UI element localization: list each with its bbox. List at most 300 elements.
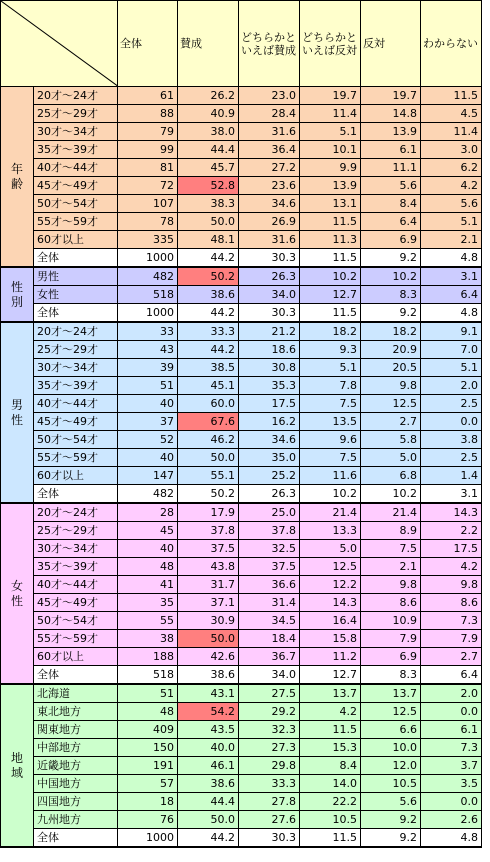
value-cell: 10.9 — [361, 612, 421, 630]
value-cell: 5.8 — [361, 431, 421, 449]
value-cell: 50.2 — [178, 485, 239, 504]
row-label: 55才～59才 — [34, 213, 118, 231]
value-cell: 0.0 — [421, 793, 482, 811]
value-cell: 20.9 — [361, 341, 421, 359]
value-cell: 2.0 — [421, 377, 482, 395]
value-cell: 11.5 — [300, 829, 361, 848]
value-cell: 9.3 — [300, 341, 361, 359]
value-cell: 5.1 — [300, 123, 361, 141]
table-row — [1, 522, 482, 540]
value-cell: 150 — [118, 739, 178, 757]
table-row — [1, 141, 482, 159]
header-row — [1, 1, 482, 87]
table-row — [1, 213, 482, 231]
value-cell: 81 — [118, 159, 178, 177]
value-cell: 7.5 — [300, 395, 361, 413]
value-cell: 5.6 — [361, 793, 421, 811]
table-row — [1, 431, 482, 449]
value-cell: 76 — [118, 811, 178, 829]
table-row — [1, 359, 482, 377]
table-row — [1, 757, 482, 775]
value-cell: 21.4 — [361, 503, 421, 522]
value-cell: 44.4 — [178, 793, 239, 811]
row-label: 中国地方 — [34, 775, 118, 793]
value-cell: 8.6 — [421, 594, 482, 612]
value-cell: 12.5 — [361, 703, 421, 721]
row-label: 30才～34才 — [34, 123, 118, 141]
row-label: 全体 — [34, 666, 118, 685]
value-cell: 40.0 — [178, 739, 239, 757]
column-header — [239, 1, 300, 87]
value-cell: 16.4 — [300, 612, 361, 630]
value-cell: 0.0 — [421, 413, 482, 431]
row-label: 中部地方 — [34, 739, 118, 757]
value-cell: 12.0 — [361, 757, 421, 775]
value-cell: 37.1 — [178, 594, 239, 612]
row-label: 35才～39才 — [34, 377, 118, 395]
value-cell: 9.2 — [361, 811, 421, 829]
row-label: 50才～54才 — [34, 195, 118, 213]
section-label-char: 地 — [10, 750, 23, 765]
value-cell: 78 — [118, 213, 178, 231]
value-cell: 10.0 — [361, 739, 421, 757]
value-cell: 38.5 — [178, 359, 239, 377]
section-label — [1, 684, 34, 847]
value-cell: 11.3 — [300, 231, 361, 249]
value-cell: 17.5 — [421, 540, 482, 558]
table-row — [1, 630, 482, 648]
value-cell: 38.6 — [178, 286, 239, 304]
value-cell: 5.1 — [300, 359, 361, 377]
section-label-char: 性 — [10, 412, 23, 427]
value-cell: 9.2 — [361, 249, 421, 268]
value-cell: 2.1 — [421, 231, 482, 249]
value-cell: 8.4 — [361, 195, 421, 213]
column-header-line: 全体 — [120, 37, 142, 50]
value-cell: 88 — [118, 105, 178, 123]
row-label: 35才～39才 — [34, 558, 118, 576]
column-header-line: どちらかと — [241, 30, 296, 44]
value-cell: 45 — [118, 522, 178, 540]
value-cell: 38.0 — [178, 123, 239, 141]
value-cell: 31.4 — [239, 594, 300, 612]
value-cell: 13.9 — [361, 123, 421, 141]
table-row — [1, 684, 482, 703]
column-header-line: わからない — [423, 37, 478, 50]
value-cell: 37.8 — [239, 522, 300, 540]
value-cell: 51 — [118, 684, 178, 703]
diagonal-line — [1, 1, 118, 87]
value-cell: 31.6 — [239, 231, 300, 249]
highlighted-value-cell: 52.8 — [178, 177, 239, 195]
row-label: 四国地方 — [34, 793, 118, 811]
value-cell: 16.2 — [239, 413, 300, 431]
value-cell: 31.6 — [239, 123, 300, 141]
value-cell: 18 — [118, 793, 178, 811]
value-cell: 27.2 — [239, 159, 300, 177]
value-cell: 7.5 — [300, 449, 361, 467]
table-row — [1, 231, 482, 249]
value-cell: 50.0 — [178, 811, 239, 829]
value-cell: 12.7 — [300, 666, 361, 685]
value-cell: 46.2 — [178, 431, 239, 449]
row-label: 女性 — [34, 286, 118, 304]
value-cell: 15.8 — [300, 630, 361, 648]
value-cell: 27.8 — [239, 793, 300, 811]
table-row — [1, 159, 482, 177]
value-cell: 9.8 — [421, 576, 482, 594]
value-cell: 12.5 — [300, 558, 361, 576]
value-cell: 27.3 — [239, 739, 300, 757]
value-cell: 1.4 — [421, 467, 482, 485]
table-row — [1, 413, 482, 431]
value-cell: 8.6 — [361, 594, 421, 612]
table-row — [1, 558, 482, 576]
table-row — [1, 648, 482, 666]
value-cell: 33.3 — [178, 322, 239, 341]
value-cell: 60.0 — [178, 395, 239, 413]
section-label-char: 性 — [10, 279, 23, 294]
table-row — [1, 395, 482, 413]
value-cell: 18.4 — [239, 630, 300, 648]
value-cell: 482 — [118, 485, 178, 504]
value-cell: 14.3 — [421, 503, 482, 522]
row-label: 全体 — [34, 485, 118, 504]
value-cell: 34.6 — [239, 431, 300, 449]
value-cell: 6.1 — [421, 721, 482, 739]
value-cell: 45.7 — [178, 159, 239, 177]
highlighted-value-cell: 50.0 — [178, 630, 239, 648]
value-cell: 6.6 — [361, 721, 421, 739]
value-cell: 42.6 — [178, 648, 239, 666]
value-cell: 11.2 — [300, 648, 361, 666]
value-cell: 25.0 — [239, 503, 300, 522]
value-cell: 10.2 — [300, 267, 361, 286]
value-cell: 36.6 — [239, 576, 300, 594]
value-cell: 30.8 — [239, 359, 300, 377]
value-cell: 13.1 — [300, 195, 361, 213]
value-cell: 34.5 — [239, 612, 300, 630]
value-cell: 191 — [118, 757, 178, 775]
value-cell: 36.7 — [239, 648, 300, 666]
value-cell: 26.2 — [178, 87, 239, 105]
section-label-char: 別 — [10, 294, 23, 309]
row-label: 40才～44才 — [34, 395, 118, 413]
value-cell: 18.6 — [239, 341, 300, 359]
value-cell: 19.7 — [300, 87, 361, 105]
value-cell: 2.7 — [361, 413, 421, 431]
value-cell: 50.0 — [178, 449, 239, 467]
column-header-line: 反対 — [363, 37, 385, 50]
value-cell: 43.5 — [178, 721, 239, 739]
value-cell: 25.2 — [239, 467, 300, 485]
value-cell: 52 — [118, 431, 178, 449]
value-cell: 4.5 — [421, 105, 482, 123]
table-row — [1, 195, 482, 213]
value-cell: 9.6 — [300, 431, 361, 449]
value-cell: 29.8 — [239, 757, 300, 775]
row-label: 近畿地方 — [34, 757, 118, 775]
value-cell: 6.1 — [361, 141, 421, 159]
value-cell: 55.1 — [178, 467, 239, 485]
value-cell: 28 — [118, 503, 178, 522]
value-cell: 9.2 — [361, 829, 421, 848]
value-cell: 38.6 — [178, 775, 239, 793]
value-cell: 9.8 — [361, 377, 421, 395]
row-label: 40才～44才 — [34, 576, 118, 594]
value-cell: 518 — [118, 286, 178, 304]
value-cell: 11.5 — [300, 304, 361, 323]
value-cell: 20.5 — [361, 359, 421, 377]
value-cell: 35 — [118, 594, 178, 612]
value-cell: 40 — [118, 540, 178, 558]
value-cell: 518 — [118, 666, 178, 685]
value-cell: 21.4 — [300, 503, 361, 522]
value-cell: 10.5 — [361, 775, 421, 793]
row-label: 20才～24才 — [34, 503, 118, 522]
value-cell: 26.3 — [239, 267, 300, 286]
row-label: 50才～54才 — [34, 431, 118, 449]
row-label: 北海道 — [34, 684, 118, 703]
value-cell: 44.2 — [178, 249, 239, 268]
value-cell: 11.4 — [421, 123, 482, 141]
value-cell: 13.7 — [300, 684, 361, 703]
value-cell: 14.0 — [300, 775, 361, 793]
column-header — [178, 1, 239, 87]
value-cell: 17.9 — [178, 503, 239, 522]
value-cell: 3.5 — [421, 775, 482, 793]
value-cell: 11.5 — [300, 721, 361, 739]
value-cell: 482 — [118, 267, 178, 286]
value-cell: 79 — [118, 123, 178, 141]
highlighted-value-cell: 67.6 — [178, 413, 239, 431]
value-cell: 14.3 — [300, 594, 361, 612]
row-label: 全体 — [34, 304, 118, 323]
value-cell: 3.7 — [421, 757, 482, 775]
value-cell: 48 — [118, 558, 178, 576]
row-label: 20才～24才 — [34, 87, 118, 105]
table-row — [1, 123, 482, 141]
value-cell: 44.2 — [178, 304, 239, 323]
value-cell: 40.9 — [178, 105, 239, 123]
value-cell: 7.8 — [300, 377, 361, 395]
value-cell: 26.3 — [239, 485, 300, 504]
value-cell: 18.2 — [300, 322, 361, 341]
highlighted-value-cell: 54.2 — [178, 703, 239, 721]
table-row — [1, 811, 482, 829]
row-label: 40才～44才 — [34, 159, 118, 177]
value-cell: 11.5 — [300, 213, 361, 231]
value-cell: 11.5 — [421, 87, 482, 105]
column-header — [118, 1, 178, 87]
value-cell: 12.5 — [361, 395, 421, 413]
row-label: 60才以上 — [34, 231, 118, 249]
value-cell: 6.4 — [421, 286, 482, 304]
value-cell: 37 — [118, 413, 178, 431]
table-row — [1, 341, 482, 359]
section-total-row — [1, 666, 482, 685]
value-cell: 8.4 — [300, 757, 361, 775]
value-cell: 12.7 — [300, 286, 361, 304]
row-label: 60才以上 — [34, 467, 118, 485]
row-label: 45才～49才 — [34, 177, 118, 195]
value-cell: 9.1 — [421, 322, 482, 341]
value-cell: 2.7 — [421, 648, 482, 666]
value-cell: 37.5 — [239, 558, 300, 576]
value-cell: 40 — [118, 395, 178, 413]
column-header — [300, 1, 361, 87]
value-cell: 32.3 — [239, 721, 300, 739]
value-cell: 7.9 — [361, 630, 421, 648]
value-cell: 7.3 — [421, 739, 482, 757]
value-cell: 2.2 — [421, 522, 482, 540]
value-cell: 3.1 — [421, 267, 482, 286]
row-label: 九州地方 — [34, 811, 118, 829]
value-cell: 13.7 — [361, 684, 421, 703]
value-cell: 35.3 — [239, 377, 300, 395]
value-cell: 27.6 — [239, 811, 300, 829]
value-cell: 46.1 — [178, 757, 239, 775]
section-label-char: 性 — [10, 593, 23, 608]
table-row — [1, 503, 482, 522]
value-cell: 99 — [118, 141, 178, 159]
value-cell: 1000 — [118, 304, 178, 323]
table-row — [1, 721, 482, 739]
value-cell: 34.0 — [239, 666, 300, 685]
section-label — [1, 267, 34, 322]
value-cell: 5.6 — [421, 195, 482, 213]
value-cell: 22.2 — [300, 793, 361, 811]
value-cell: 6.8 — [361, 467, 421, 485]
value-cell: 7.5 — [361, 540, 421, 558]
value-cell: 4.8 — [421, 304, 482, 323]
table-row — [1, 87, 482, 105]
value-cell: 28.4 — [239, 105, 300, 123]
value-cell: 43 — [118, 341, 178, 359]
column-header-line: 賛成 — [180, 37, 202, 50]
section-total-row — [1, 485, 482, 504]
value-cell: 44.2 — [178, 829, 239, 848]
value-cell: 4.2 — [421, 177, 482, 195]
row-label: 25才～29才 — [34, 522, 118, 540]
value-cell: 9.9 — [300, 159, 361, 177]
value-cell: 5.1 — [421, 213, 482, 231]
table-row — [1, 105, 482, 123]
value-cell: 11.5 — [300, 249, 361, 268]
section-label-char: 女 — [10, 578, 23, 593]
value-cell: 7.3 — [421, 612, 482, 630]
value-cell: 4.8 — [421, 249, 482, 268]
value-cell: 39 — [118, 359, 178, 377]
value-cell: 43.1 — [178, 684, 239, 703]
value-cell: 23.0 — [239, 87, 300, 105]
value-cell: 55 — [118, 612, 178, 630]
value-cell: 57 — [118, 775, 178, 793]
value-cell: 61 — [118, 87, 178, 105]
row-label: 20才～24才 — [34, 322, 118, 341]
value-cell: 38.3 — [178, 195, 239, 213]
value-cell: 10.5 — [300, 811, 361, 829]
value-cell: 31.7 — [178, 576, 239, 594]
row-label: 30才～34才 — [34, 359, 118, 377]
value-cell: 6.2 — [421, 159, 482, 177]
value-cell: 11.1 — [361, 159, 421, 177]
column-header-line: いえば賛成 — [241, 43, 296, 57]
value-cell: 4.8 — [421, 829, 482, 848]
value-cell: 0.0 — [421, 703, 482, 721]
value-cell: 12.2 — [300, 576, 361, 594]
row-label: 60才以上 — [34, 648, 118, 666]
section-label-char: 域 — [10, 765, 23, 780]
value-cell: 26.9 — [239, 213, 300, 231]
value-cell: 43.8 — [178, 558, 239, 576]
row-label: 関東地方 — [34, 721, 118, 739]
value-cell: 3.8 — [421, 431, 482, 449]
value-cell: 17.5 — [239, 395, 300, 413]
value-cell: 5.0 — [300, 540, 361, 558]
value-cell: 19.7 — [361, 87, 421, 105]
value-cell: 30.3 — [239, 829, 300, 848]
value-cell: 8.9 — [361, 522, 421, 540]
value-cell: 8.3 — [361, 666, 421, 685]
value-cell: 11.6 — [300, 467, 361, 485]
table-row — [1, 449, 482, 467]
value-cell: 40 — [118, 449, 178, 467]
value-cell: 1000 — [118, 829, 178, 848]
value-cell: 37.8 — [178, 522, 239, 540]
value-cell: 8.3 — [361, 286, 421, 304]
row-label: 東北地方 — [34, 703, 118, 721]
value-cell: 34.0 — [239, 286, 300, 304]
value-cell: 6.9 — [361, 231, 421, 249]
table-row — [1, 177, 482, 195]
value-cell: 27.5 — [239, 684, 300, 703]
value-cell: 147 — [118, 467, 178, 485]
column-header-line: いえば反対 — [302, 43, 357, 57]
value-cell: 9.8 — [361, 576, 421, 594]
value-cell: 3.0 — [421, 141, 482, 159]
section-label — [1, 503, 34, 684]
value-cell: 51 — [118, 377, 178, 395]
value-cell: 335 — [118, 231, 178, 249]
row-label: 35才～39才 — [34, 141, 118, 159]
value-cell: 34.6 — [239, 195, 300, 213]
row-label: 45才～49才 — [34, 413, 118, 431]
value-cell: 10.1 — [300, 141, 361, 159]
column-header — [361, 1, 421, 87]
value-cell: 2.1 — [361, 558, 421, 576]
value-cell: 50.0 — [178, 213, 239, 231]
row-label: 全体 — [34, 829, 118, 848]
value-cell: 18.2 — [361, 322, 421, 341]
value-cell: 2.6 — [421, 811, 482, 829]
column-header-line: どちらかと — [302, 30, 357, 44]
value-cell: 10.2 — [361, 267, 421, 286]
section-label — [1, 322, 34, 503]
row-label: 50才～54才 — [34, 612, 118, 630]
table-row — [1, 612, 482, 630]
value-cell: 30.3 — [239, 304, 300, 323]
value-cell: 15.3 — [300, 739, 361, 757]
value-cell: 6.9 — [361, 648, 421, 666]
row-label: 55才～59才 — [34, 630, 118, 648]
value-cell: 7.0 — [421, 341, 482, 359]
value-cell: 5.0 — [361, 449, 421, 467]
table-row — [1, 286, 482, 304]
value-cell: 45.1 — [178, 377, 239, 395]
value-cell: 14.8 — [361, 105, 421, 123]
row-label: 25才～29才 — [34, 105, 118, 123]
